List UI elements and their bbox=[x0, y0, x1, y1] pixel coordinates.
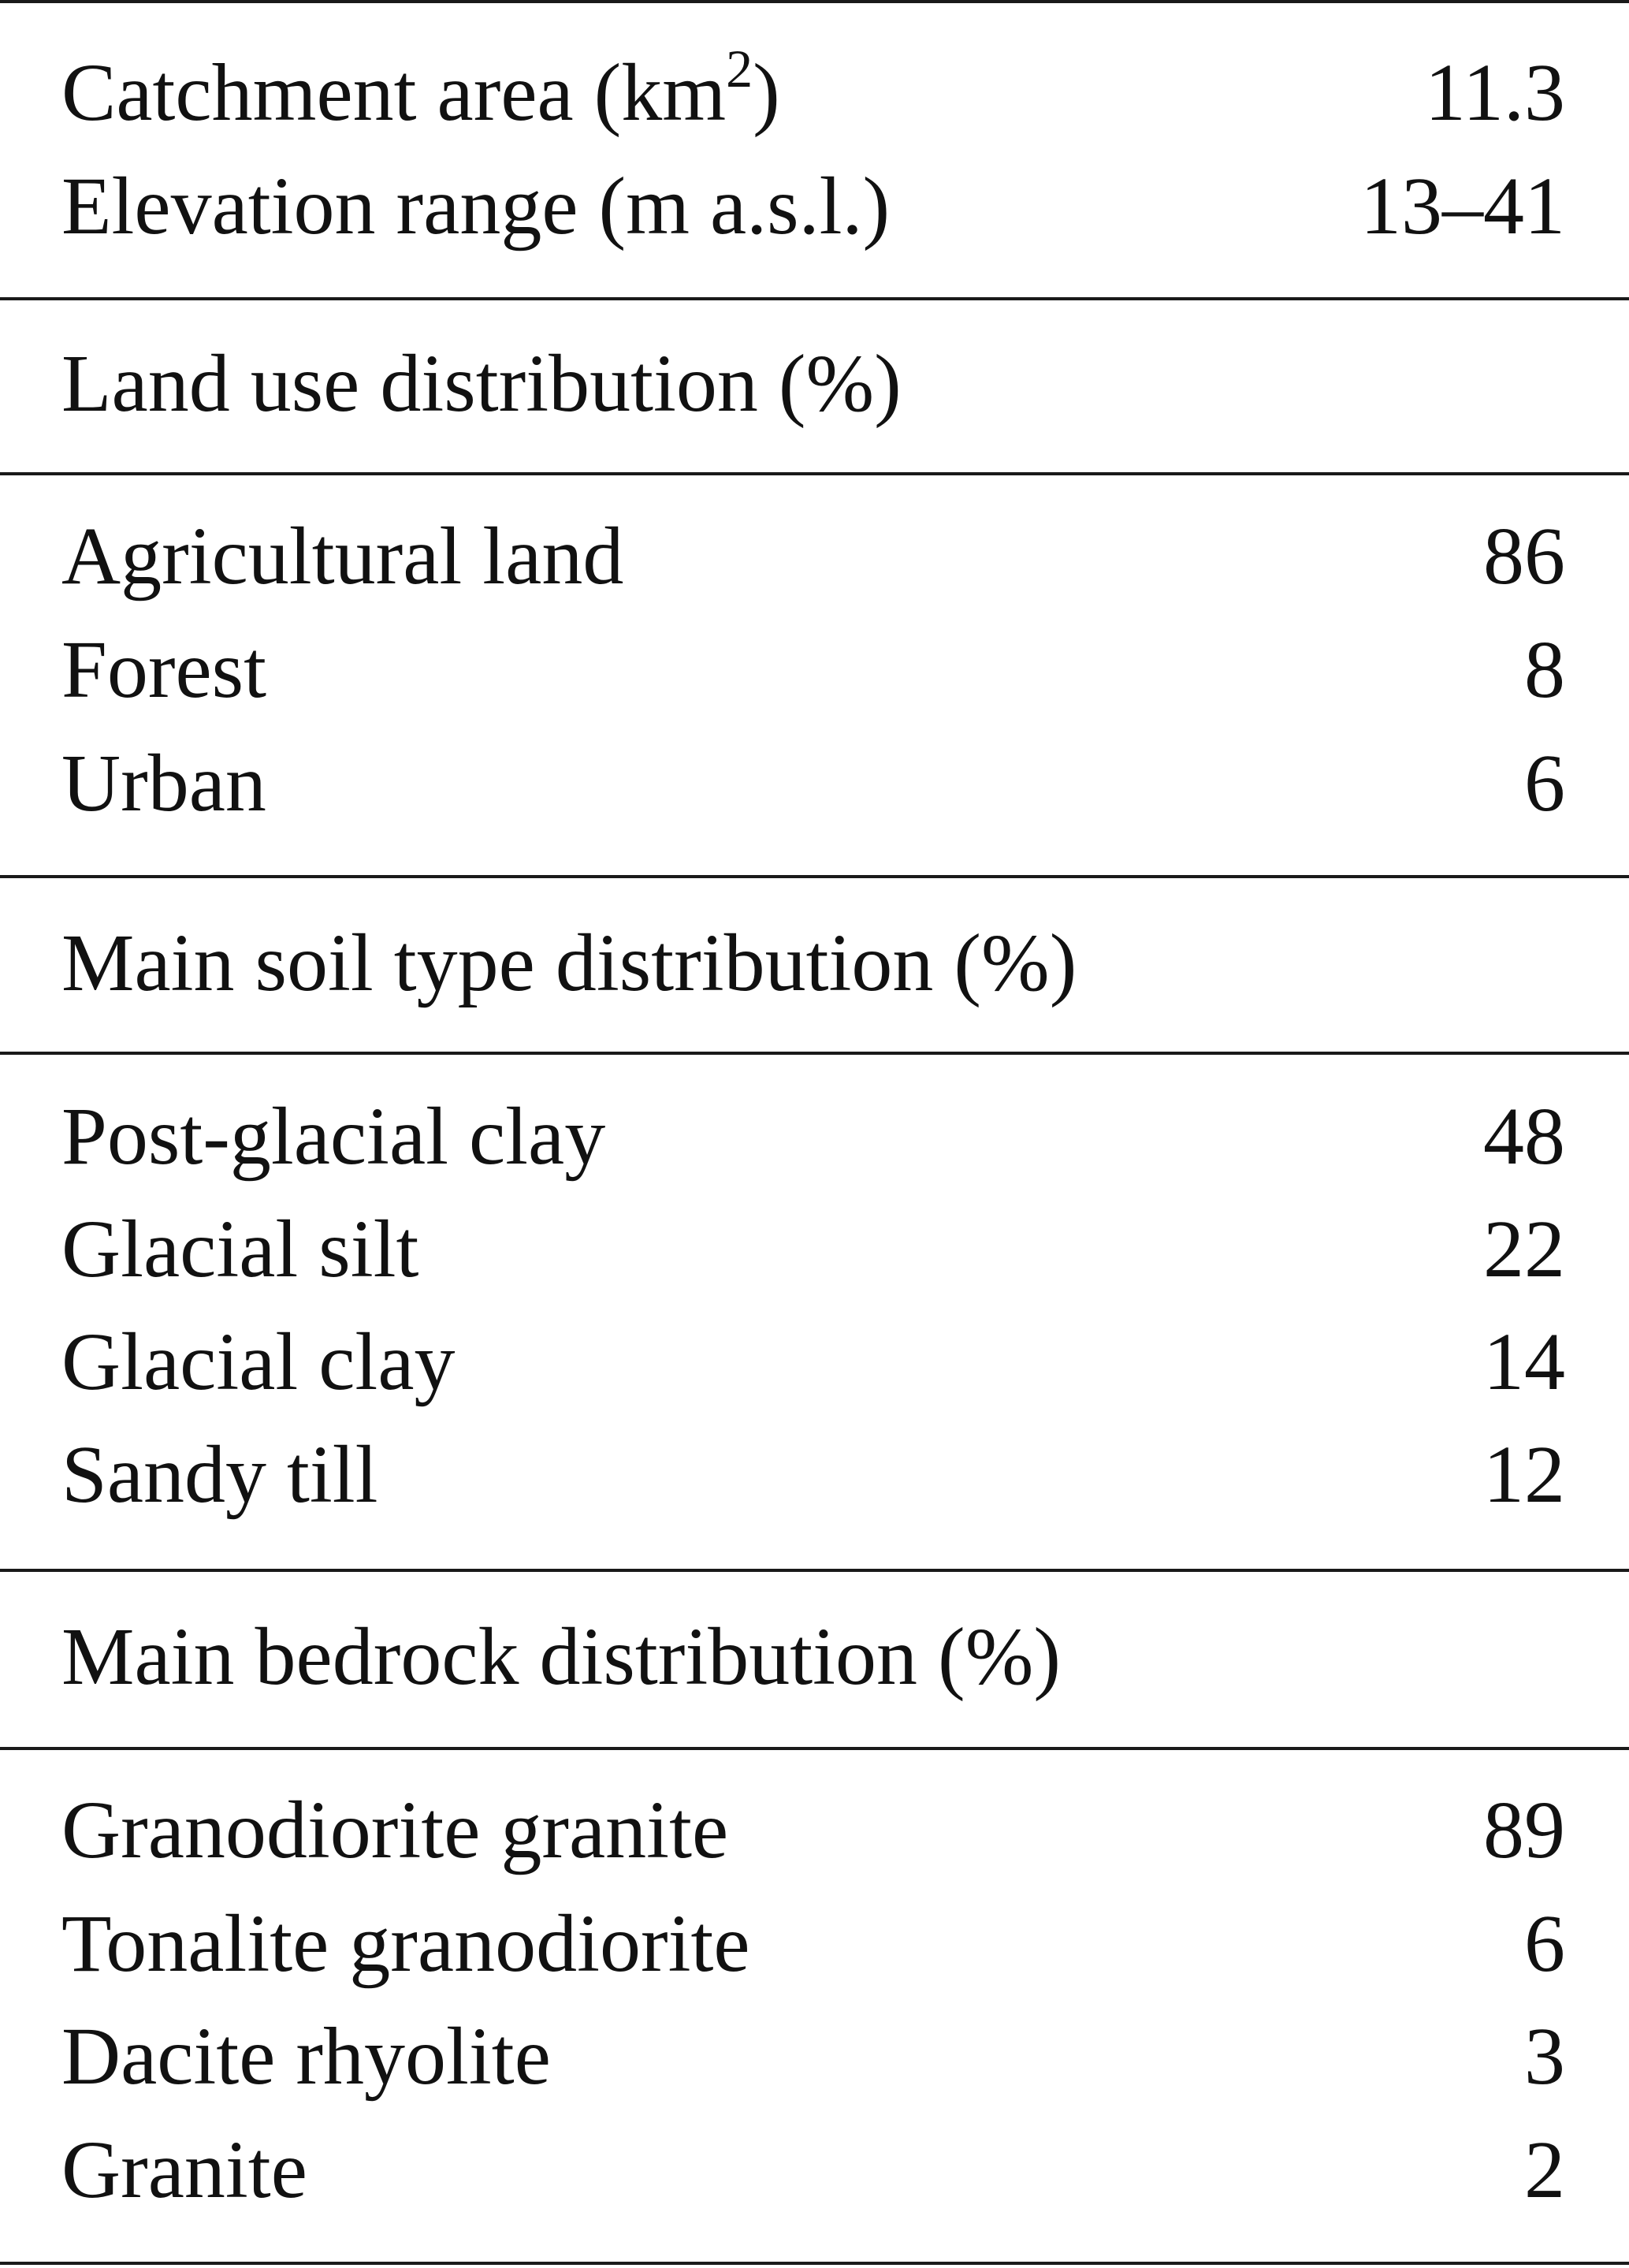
table-row bbox=[0, 2002, 1629, 2112]
row-value: 48 bbox=[1483, 1091, 1565, 1182]
row-label: Granite bbox=[61, 2125, 307, 2215]
table-row bbox=[0, 615, 1629, 725]
table-row bbox=[0, 1194, 1629, 1305]
section-heading-land-use bbox=[0, 329, 1629, 439]
table-top-rule bbox=[0, 0, 1629, 3]
row-value: 14 bbox=[1483, 1316, 1565, 1407]
row-value: 22 bbox=[1483, 1204, 1565, 1294]
row-value: 89 bbox=[1483, 1785, 1565, 1875]
row-label: Agricultural land bbox=[61, 511, 624, 601]
row-label: Catchment area $(km^2)$ bbox=[61, 39, 780, 138]
table-bottom-rule bbox=[0, 2262, 1629, 2265]
table-row bbox=[0, 1775, 1629, 1886]
row-label: Forest bbox=[61, 624, 266, 715]
table-row bbox=[0, 2115, 1629, 2225]
table-row bbox=[0, 1889, 1629, 1999]
row-label: Sandy till bbox=[61, 1429, 378, 1520]
table-row bbox=[0, 501, 1629, 612]
row-value: 6 bbox=[1524, 738, 1565, 829]
row-label: Post-glacial clay bbox=[61, 1091, 606, 1182]
section-heading: Main soil type distribution (%) bbox=[61, 918, 1077, 1008]
row-value: 2 bbox=[1524, 2125, 1565, 2215]
table-row bbox=[0, 1420, 1629, 1530]
row-label: Granodiorite granite bbox=[61, 1785, 729, 1875]
section-heading: Land use distribution (%) bbox=[61, 338, 902, 429]
row-label: Dacite rhyolite bbox=[61, 2011, 551, 2102]
row-value: 8 bbox=[1524, 624, 1565, 715]
row-label: Glacial silt bbox=[61, 1204, 419, 1294]
table-row-catchment-area bbox=[0, 38, 1629, 148]
row-label: Glacial clay bbox=[61, 1316, 456, 1407]
table-row bbox=[0, 1307, 1629, 1417]
row-value: 11.3 bbox=[1424, 47, 1565, 138]
section-divider bbox=[0, 1747, 1629, 1750]
row-value: 12 bbox=[1483, 1429, 1565, 1520]
section-divider bbox=[0, 875, 1629, 878]
row-value: 86 bbox=[1483, 511, 1565, 601]
row-label: Urban bbox=[61, 738, 266, 829]
section-divider bbox=[0, 1569, 1629, 1572]
table-row bbox=[0, 728, 1629, 839]
section-heading-bedrock bbox=[0, 1602, 1629, 1712]
section-heading-soil-type bbox=[0, 908, 1629, 1019]
table-row-elevation-range bbox=[0, 151, 1629, 262]
row-value: 6 bbox=[1524, 1898, 1565, 1989]
section-divider bbox=[0, 472, 1629, 475]
row-label: Tonalite granodiorite bbox=[61, 1898, 750, 1989]
section-divider bbox=[0, 1052, 1629, 1055]
row-label: Elevation range (m a.s.l.) bbox=[61, 161, 891, 251]
section-heading: Main bedrock distribution (%) bbox=[61, 1611, 1061, 1702]
section-divider bbox=[0, 297, 1629, 300]
row-value: 13–41 bbox=[1360, 161, 1565, 251]
row-value: 3 bbox=[1524, 2011, 1565, 2102]
table-row bbox=[0, 1082, 1629, 1192]
